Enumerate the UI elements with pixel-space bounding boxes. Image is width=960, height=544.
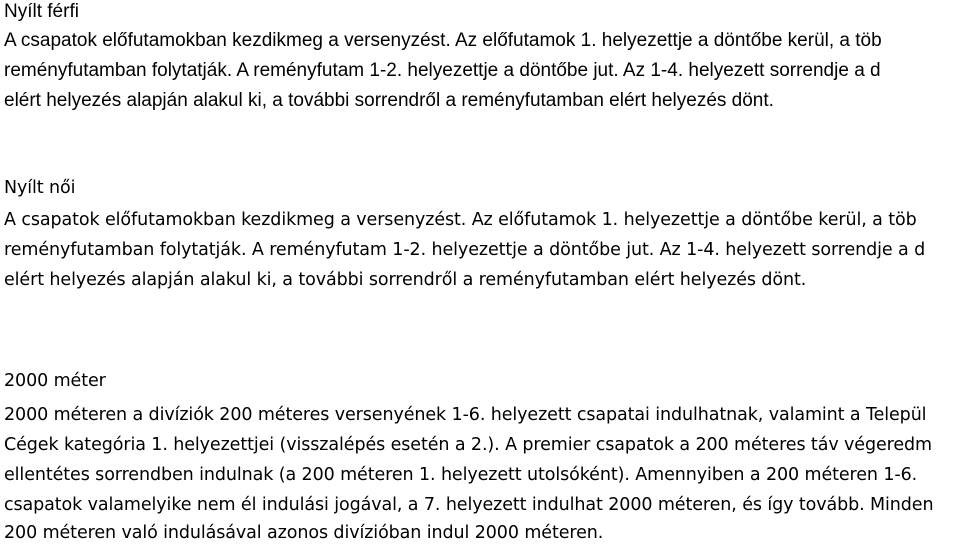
section-2-line-2: reményfutamban folytatják. A reményfutam 1-2. helyezettje a döntőbe jut. Az 1-4. helyezett sorrendje a d — [4, 240, 926, 260]
section-3-line-3: ellentétes sorrendben indulnak (a 200 méteren 1. helyezett utolsóként). Amennyiben a 200 méteren 1-6. — [4, 465, 918, 485]
section-2-line-3: elért helyezés alapján alakul ki, a további sorrendről a reményfutamban elért helyezés dönt. — [4, 270, 807, 290]
section-heading-2000-meter: 2000 méter — [4, 371, 106, 391]
section-heading-nyilt-noi: Nyílt női — [4, 178, 76, 198]
section-3-line-1: 2000 méteren a divíziók 200 méteres versenyének 1-6. helyezett csapatai indulhatnak, valamint a Települ — [4, 405, 927, 425]
section-heading-nyilt-ferfi: Nyílt férfi — [4, 1, 79, 22]
section-3-line-4: csapatok valamelyike nem él indulási jogával, a 7. helyezett indulhat 2000 méteren, és így tovább. Minden — [4, 495, 934, 515]
section-3-line-5: 200 méteren való indulásával azonos divízióban indul 2000 méteren. — [4, 523, 604, 543]
section-3-line-2: Cégek kategória 1. helyezettjei (visszalépés esetén a 2.). A premier csapatok a 200 méteres táv végeredm — [4, 435, 932, 455]
section-1-line-3: elért helyezés alapján alakul ki, a további sorrendről a reményfutamban elért helyezés dönt. — [4, 90, 774, 111]
section-1-line-2: reményfutamban folytatják. A reményfutam 1-2. helyezettje a döntőbe jut. Az 1-4. helyezett sorrendje a d — [4, 60, 881, 81]
section-2-line-1: A csapatok előfutamokban kezdikmeg a versenyzést. Az előfutamok 1. helyezettje a döntőbe kerül, a töb — [4, 210, 917, 230]
section-1-line-1: A csapatok előfutamokban kezdikmeg a versenyzést. Az előfutamok 1. helyezettje a döntőbe kerül, a töb — [4, 30, 882, 51]
